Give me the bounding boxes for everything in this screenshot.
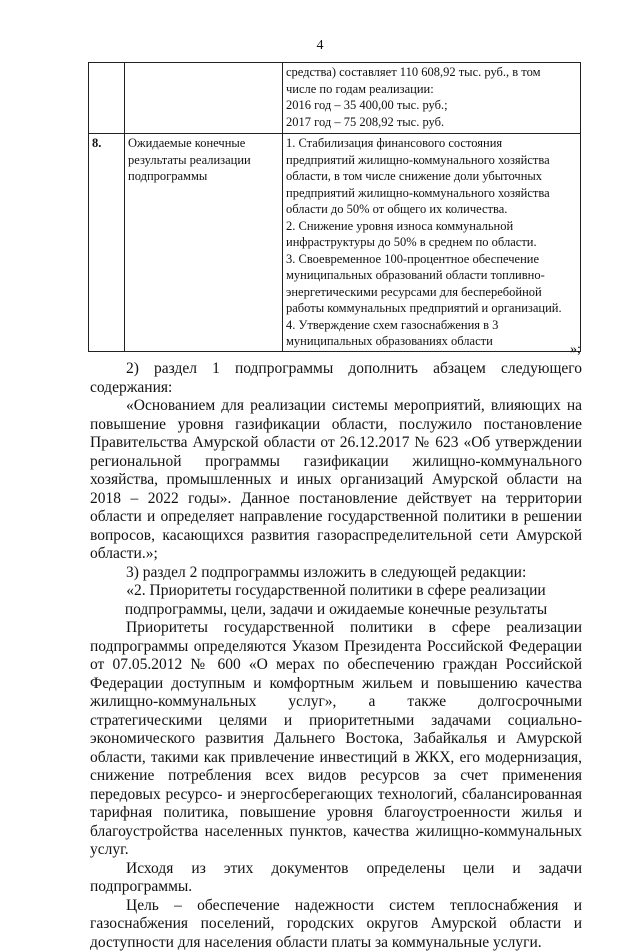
text-line: 1. Стабилизация финансового состояния <box>286 135 577 152</box>
body-text <box>90 360 582 952</box>
paragraph-basis: «Основанием для реализации системы мероприятий, влияющих на повышение уровня газификации области, послужило постановление Правительства Амурской области от 26.12.2017 № 623 «Об утверждении региональной программы газификации жилищно-коммунального хозяйства, промышленных и иных организаций Амурской области на 2018 – 2022 годы». Данное постановление действует на территории области и определяет направление государственной политики в решении вопросов, касающихся развития газораспределительной сети Амурской области.»; <box>90 397 582 564</box>
text-line: инфраструктуры до 50% в среднем по области. <box>286 234 577 251</box>
text-line: области, в том числе снижение доли убыточных <box>286 168 577 185</box>
text-line: 2. Снижение уровня износа коммунальной <box>286 218 577 235</box>
page-number: 4 <box>0 38 640 54</box>
text-line: предприятий жилищно-коммунального хозяйства <box>286 152 577 169</box>
paragraph-item-3: 3) раздел 2 подпрограммы изложить в следующей редакции: <box>90 564 582 583</box>
closing-quote: »; <box>570 342 581 358</box>
paragraph-priorities: Приоритеты государственной политики в сфере реализации подпрограммы определяются Указом Президента Российской Федерации от 07.05.2012 № 600 «О мерах по обеспечению граждан Российской Федерации доступным и комфортным жильем и повышению качества жилищно-коммунальных услуг», а также долгосрочными стратегическими целями и приоритетными задачами социально-экономического развития Дальнего Востока, Забайкалья и Амурской области, такими как привлечение инвестиций в ЖКХ, его модернизация, снижение потребления всех видов ресурсов за счет применения передовых ресурсо- и энергосберегающих технологий, сбалансированная тарифная политика, повышение уровня благоустроенности жилья и благоустройства населенных пунктов, качества жилищно-коммунальных услуг. <box>90 619 582 860</box>
cell-row-label <box>125 134 283 352</box>
text-line: числе по годам реализации: <box>286 81 577 98</box>
paragraph-item-2: 2) раздел 1 подпрограммы дополнить абзацем следующего содержания: <box>90 360 582 397</box>
table-row-continuation <box>89 63 581 134</box>
cell-expected-results <box>283 134 581 352</box>
text-line: области до 50% от общего их количества. <box>286 201 577 218</box>
text-line: муниципальных образований области топливно- <box>286 267 577 284</box>
text-line: Ожидаемые конечные <box>128 135 279 152</box>
text-line: средства) составляет 110 608,92 тыс. руб., в том <box>286 64 577 81</box>
text-line: 3. Своевременное 100-процентное обеспечение <box>286 251 577 268</box>
text-line: работы коммунальных предприятий и организаций. <box>286 300 577 317</box>
text-line: энергетическими ресурсами для бесперебойной <box>286 284 577 301</box>
cell-row-number: 8. <box>89 134 125 352</box>
section-heading-line-2: подпрограммы, цели, задачи и ожидаемые конечные результаты <box>90 601 582 620</box>
cell-funding-continuation <box>283 63 581 134</box>
section-heading-line-1: «2. Приоритеты государственной политики в сфере реализации <box>90 582 582 601</box>
text-line: 2017 год – 75 208,92 тыс. руб. <box>286 114 577 131</box>
text-line: результаты реализации <box>128 152 279 169</box>
text-line: подпрограммы <box>128 168 279 185</box>
cell-label-empty <box>125 63 283 134</box>
paragraph-documents: Исходя из этих документов определены цели и задачи подпрограммы. <box>90 860 582 897</box>
text-line: 4. Утверждение схем газоснабжения в 3 <box>286 317 577 334</box>
text-line: предприятий жилищно-коммунального хозяйства <box>286 185 577 202</box>
table-row-8 <box>89 134 581 352</box>
subprogram-passport-table <box>88 62 581 352</box>
paragraph-goal: Цель – обеспечение надежности систем теплоснабжения и газоснабжения поселений, городских округов Амурской области и доступности для населения области платы за коммунальные услуги. <box>90 897 582 952</box>
text-line: 2016 год – 35 400,00 тыс. руб.; <box>286 97 577 114</box>
text-line: муниципальных образованиях области <box>286 333 577 350</box>
cell-number-empty <box>89 63 125 134</box>
